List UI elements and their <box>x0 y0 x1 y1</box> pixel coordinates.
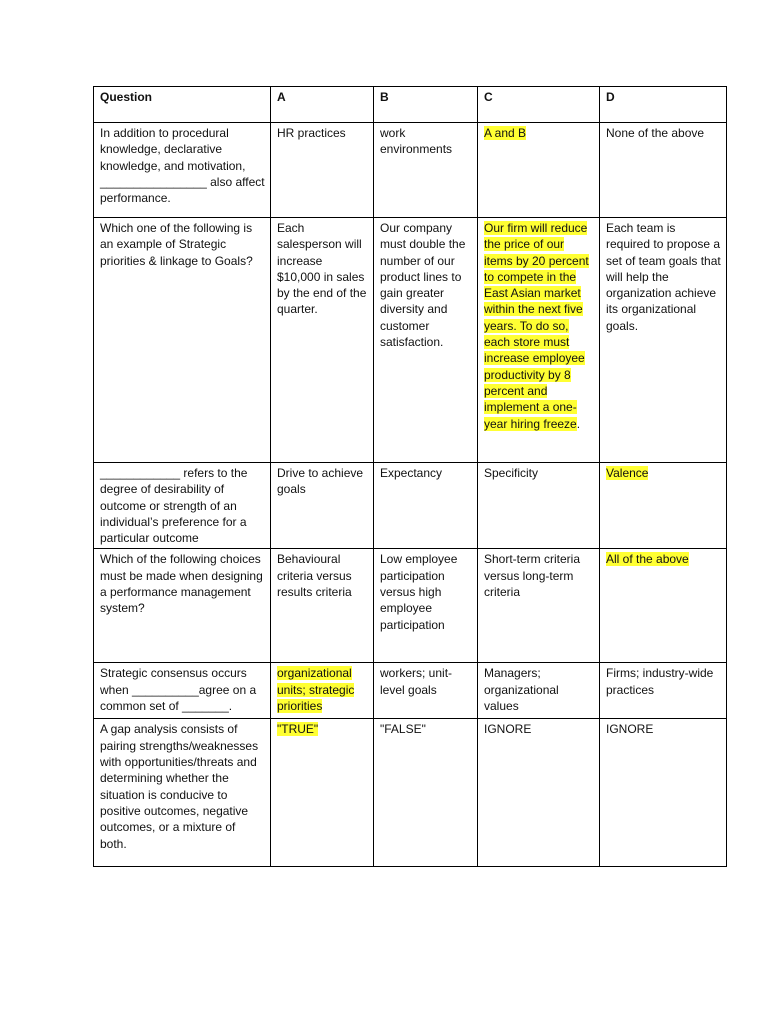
question-text: In addition to procedural knowledge, declarative knowledge, and motivation, ________________ also affect performance. <box>100 126 265 206</box>
option-b-text: Expectancy <box>380 466 443 480</box>
option-d-text: Each team is required to propose a set of team goals that will help the organization achieve its organizational goals. <box>606 221 721 333</box>
header-d: D <box>600 87 727 123</box>
table-row <box>94 663 727 719</box>
option-b-cell <box>374 549 478 663</box>
question-text: Which of the following choices must be made when designing a performance management system? <box>100 552 263 616</box>
option-b-cell <box>374 218 478 463</box>
question-cell <box>94 218 271 463</box>
question-cell <box>94 719 271 867</box>
option-b-text: Our company must double the number of our product lines to gain greater diversity and customer satisfaction. <box>380 221 466 350</box>
option-a-cell <box>271 123 374 218</box>
option-a-text: Drive to achieve goals <box>277 466 364 497</box>
table-row <box>94 218 727 463</box>
option-b-cell <box>374 463 478 549</box>
question-text: ____________ refers to the degree of desirability of outcome or strength of an individual’s preference for a particular outcome <box>100 466 248 546</box>
option-b-text: work environments <box>380 126 453 157</box>
option-d-cell <box>600 463 727 549</box>
option-a-text: Behavioural criteria versus results criteria <box>277 552 352 600</box>
table-row <box>94 463 727 549</box>
header-question: Question <box>94 87 271 123</box>
option-a-text-highlighted: "TRUE" <box>277 722 319 737</box>
option-a-cell <box>271 463 374 549</box>
option-c-cell <box>478 123 600 218</box>
option-b-text: Low employee participation versus high employee participation <box>380 552 458 632</box>
option-c-text: Short-term criteria versus long-term criteria <box>484 552 581 600</box>
option-b-text: workers; unit-level goals <box>380 666 453 697</box>
option-a-cell <box>271 663 374 719</box>
table-header-row <box>94 87 727 123</box>
quiz-table <box>93 86 727 867</box>
option-a-cell <box>271 549 374 663</box>
option-c-suffix: . <box>576 416 581 431</box>
option-a-cell <box>271 719 374 867</box>
question-cell <box>94 663 271 719</box>
option-d-text-highlighted: All of the above <box>606 552 689 567</box>
question-cell <box>94 549 271 663</box>
option-d-cell <box>600 663 727 719</box>
option-d-text: IGNORE <box>606 722 654 737</box>
option-a-text: Each salesperson will increase $10,000 in sales by the end of the quarter. <box>277 221 367 317</box>
option-c-cell <box>478 719 600 867</box>
table-row <box>94 719 727 867</box>
option-d-text-highlighted: Valence <box>606 466 649 480</box>
table-row <box>94 549 727 663</box>
option-d-cell <box>600 549 727 663</box>
question-text: A gap analysis consists of pairing strengths/weaknesses with opportunities/threats and determining whether the situation is conducive to positive outcomes, negative outcomes, or a mixture of both. <box>100 722 259 851</box>
option-c-text-highlighted: A and B <box>484 126 527 140</box>
header-b: B <box>374 87 478 123</box>
option-d-cell <box>600 123 727 218</box>
option-c-cell <box>478 218 600 463</box>
option-b-cell <box>374 123 478 218</box>
option-a-text: HR practices <box>277 126 346 140</box>
header-c: C <box>478 87 600 123</box>
option-a-cell <box>271 218 374 463</box>
option-d-text: Firms; industry-wide practices <box>606 666 714 697</box>
table-row <box>94 123 727 218</box>
header-a: A <box>271 87 374 123</box>
option-d-cell <box>600 719 727 867</box>
option-c-cell <box>478 549 600 663</box>
option-d-cell <box>600 218 727 463</box>
option-c-cell <box>478 663 600 719</box>
question-text: Which one of the following is an example of Strategic priorities & linkage to Goals? <box>100 221 253 268</box>
option-c-text: Specificity <box>484 466 539 480</box>
option-c-text: Managers; organizational values <box>484 666 559 714</box>
option-c-cell <box>478 463 600 549</box>
option-b-cell <box>374 663 478 719</box>
option-d-text: None of the above <box>606 126 705 140</box>
option-c-text-highlighted: Our firm will reduce the price of our items by 20 percent to compete in the East Asian market within the next five years. To do so, each store must increase employee productivity by 8 percent and implement a one-year hiring freeze <box>484 221 589 431</box>
question-text: Strategic consensus occurs when __________agree on a common set of _______. <box>100 666 257 714</box>
option-a-text-highlighted: organizational units; strategic priorities <box>277 666 355 714</box>
option-b-cell <box>374 719 478 867</box>
option-c-text: IGNORE <box>484 722 532 737</box>
question-cell <box>94 463 271 549</box>
question-cell <box>94 123 271 218</box>
option-b-text: "FALSE" <box>380 722 426 737</box>
